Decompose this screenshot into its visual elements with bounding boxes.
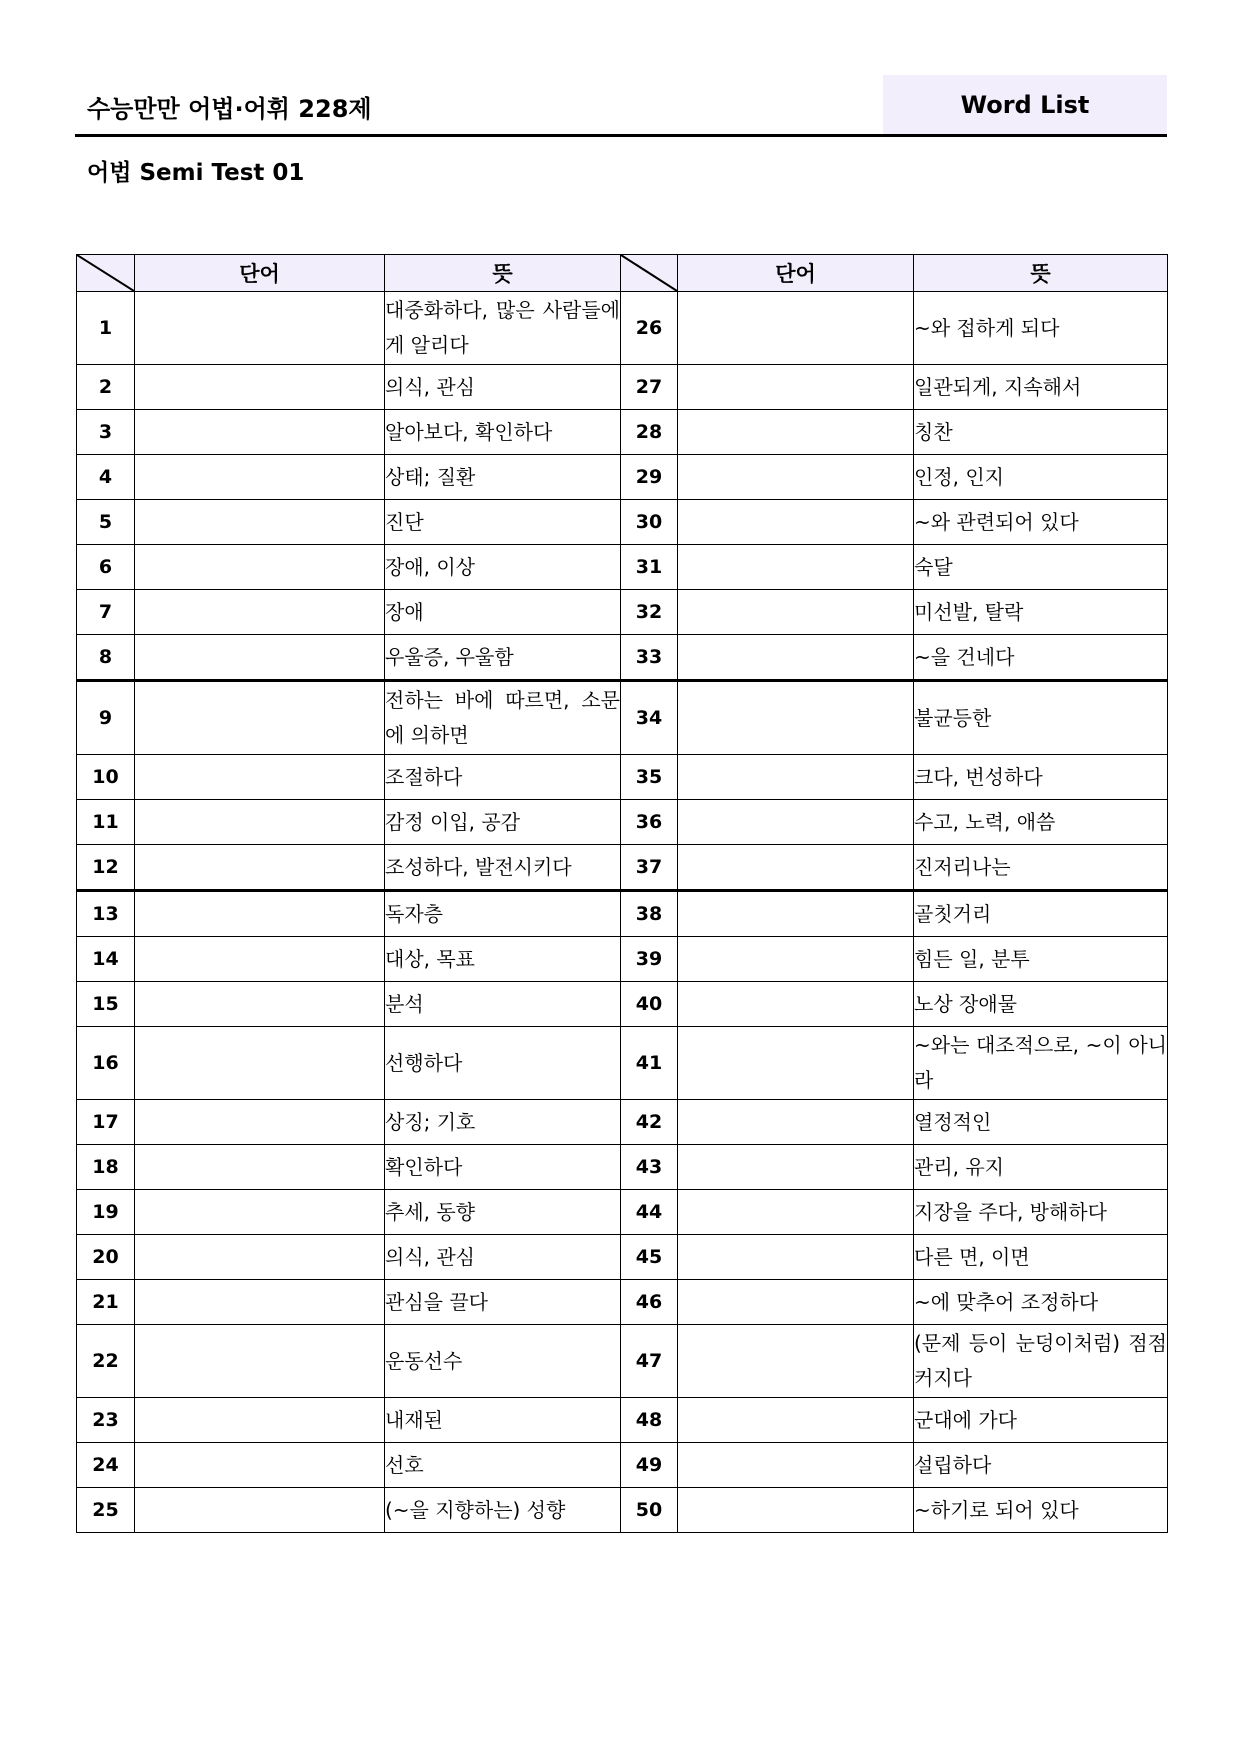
meaning-cell: 다른 면, 이면	[914, 1235, 1168, 1280]
table-row	[77, 1235, 1168, 1280]
meaning-cell: 추세, 동향	[385, 1190, 621, 1235]
word-answer-cell[interactable]	[678, 845, 914, 891]
word-answer-cell[interactable]	[678, 635, 914, 681]
item-number: 15	[77, 982, 135, 1027]
meaning-cell: ~와 접하게 되다	[914, 292, 1168, 365]
word-answer-cell[interactable]	[135, 1190, 385, 1235]
meaning-cell: 칭찬	[914, 410, 1168, 455]
meaning-cell: 관리, 유지	[914, 1145, 1168, 1190]
table-row	[77, 1443, 1168, 1488]
meaning-cell: (~을 지향하는) 성향	[385, 1488, 621, 1533]
word-answer-cell[interactable]	[678, 1398, 914, 1443]
item-number: 2	[77, 365, 135, 410]
word-answer-cell[interactable]	[135, 1027, 385, 1100]
word-answer-cell[interactable]	[135, 410, 385, 455]
item-number: 32	[621, 590, 678, 635]
item-number: 10	[77, 755, 135, 800]
meaning-cell: 선행하다	[385, 1027, 621, 1100]
item-number: 38	[621, 891, 678, 937]
meaning-cell: ~에 맞추어 조정하다	[914, 1280, 1168, 1325]
word-answer-cell[interactable]	[135, 1443, 385, 1488]
item-number: 42	[621, 1100, 678, 1145]
meaning-cell: 내재된	[385, 1398, 621, 1443]
meaning-cell: ~을 건네다	[914, 635, 1168, 681]
item-number: 6	[77, 545, 135, 590]
item-number: 39	[621, 937, 678, 982]
item-number: 36	[621, 800, 678, 845]
meaning-cell: 인정, 인지	[914, 455, 1168, 500]
meaning-cell: 의식, 관심	[385, 365, 621, 410]
meaning-column-header-right: 뜻	[914, 255, 1168, 292]
item-number: 22	[77, 1325, 135, 1398]
meaning-cell: 일관되게, 지속해서	[914, 365, 1168, 410]
diagonal-line-icon	[621, 255, 677, 291]
word-answer-cell[interactable]	[135, 590, 385, 635]
word-answer-cell[interactable]	[135, 1235, 385, 1280]
word-answer-cell[interactable]	[135, 1398, 385, 1443]
word-answer-cell[interactable]	[678, 681, 914, 755]
item-number: 29	[621, 455, 678, 500]
meaning-cell: 우울증, 우울함	[385, 635, 621, 681]
item-number: 24	[77, 1443, 135, 1488]
word-answer-cell[interactable]	[678, 1235, 914, 1280]
word-answer-cell[interactable]	[678, 1100, 914, 1145]
item-number: 1	[77, 292, 135, 365]
item-number: 48	[621, 1398, 678, 1443]
word-answer-cell[interactable]	[678, 365, 914, 410]
item-number: 7	[77, 590, 135, 635]
header-divider	[75, 134, 1167, 137]
meaning-cell: (문제 등이 눈덩이처럼) 점점 커지다	[914, 1325, 1168, 1398]
item-number: 8	[77, 635, 135, 681]
word-answer-cell[interactable]	[135, 845, 385, 891]
meaning-cell: 전하는 바에 따르면, 소문에 의하면	[385, 681, 621, 755]
word-answer-cell[interactable]	[678, 891, 914, 937]
meaning-cell: 지장을 주다, 방해하다	[914, 1190, 1168, 1235]
table-row	[77, 410, 1168, 455]
table-row	[77, 500, 1168, 545]
table-row	[77, 365, 1168, 410]
word-answer-cell[interactable]	[135, 982, 385, 1027]
word-answer-cell[interactable]	[678, 1190, 914, 1235]
meaning-cell: 진저리나는	[914, 845, 1168, 891]
word-column-header-left: 단어	[135, 255, 385, 292]
word-answer-cell[interactable]	[678, 1443, 914, 1488]
item-number: 12	[77, 845, 135, 891]
book-title: 수능만만 어법·어휘 228제	[87, 95, 372, 123]
word-answer-cell[interactable]	[135, 500, 385, 545]
meaning-cell: 독자층	[385, 891, 621, 937]
meaning-cell: 크다, 번성하다	[914, 755, 1168, 800]
meaning-cell: 확인하다	[385, 1145, 621, 1190]
item-number: 34	[621, 681, 678, 755]
item-number: 16	[77, 1027, 135, 1100]
meaning-cell: 감정 이입, 공감	[385, 800, 621, 845]
item-number: 21	[77, 1280, 135, 1325]
table-row	[77, 1190, 1168, 1235]
item-number: 30	[621, 500, 678, 545]
item-number: 37	[621, 845, 678, 891]
item-number: 44	[621, 1190, 678, 1235]
item-number: 28	[621, 410, 678, 455]
item-number: 40	[621, 982, 678, 1027]
word-answer-cell[interactable]	[678, 410, 914, 455]
table-row	[77, 292, 1168, 365]
item-number: 23	[77, 1398, 135, 1443]
test-title: 어법 Semi Test 01	[87, 160, 305, 186]
table-row	[77, 455, 1168, 500]
word-answer-cell[interactable]	[135, 1280, 385, 1325]
table-row	[77, 1100, 1168, 1145]
diagonal-line-icon	[77, 255, 134, 291]
item-number: 4	[77, 455, 135, 500]
word-answer-cell[interactable]	[135, 755, 385, 800]
table-row	[77, 1027, 1168, 1100]
word-answer-cell[interactable]	[678, 800, 914, 845]
meaning-cell: 선호	[385, 1443, 621, 1488]
meaning-cell: 알아보다, 확인하다	[385, 410, 621, 455]
meaning-cell: 수고, 노력, 애씀	[914, 800, 1168, 845]
meaning-cell: 분석	[385, 982, 621, 1027]
meaning-cell: 조성하다, 발전시키다	[385, 845, 621, 891]
word-answer-cell[interactable]	[678, 755, 914, 800]
word-answer-cell[interactable]	[678, 292, 914, 365]
word-answer-cell[interactable]	[135, 292, 385, 365]
table-row	[77, 545, 1168, 590]
table-row	[77, 590, 1168, 635]
word-answer-cell[interactable]	[135, 937, 385, 982]
meaning-cell: 골칫거리	[914, 891, 1168, 937]
table-row	[77, 1325, 1168, 1398]
word-answer-cell[interactable]	[135, 545, 385, 590]
table-row	[77, 937, 1168, 982]
word-answer-cell[interactable]	[678, 1280, 914, 1325]
word-answer-cell[interactable]	[678, 500, 914, 545]
meaning-cell: 대중화하다, 많은 사람들에게 알리다	[385, 292, 621, 365]
meaning-cell: ~와는 대조적으로, ~이 아니라	[914, 1027, 1168, 1100]
item-number: 13	[77, 891, 135, 937]
meaning-cell: 관심을 끌다	[385, 1280, 621, 1325]
meaning-cell: 군대에 가다	[914, 1398, 1168, 1443]
word-answer-cell[interactable]	[135, 1488, 385, 1533]
word-answer-cell[interactable]	[135, 455, 385, 500]
table-row	[77, 755, 1168, 800]
meaning-cell: 노상 장애물	[914, 982, 1168, 1027]
meaning-cell: 상태; 질환	[385, 455, 621, 500]
word-answer-cell[interactable]	[135, 635, 385, 681]
meaning-cell: 대상, 목표	[385, 937, 621, 982]
word-answer-cell[interactable]	[678, 590, 914, 635]
item-number: 31	[621, 545, 678, 590]
item-number: 3	[77, 410, 135, 455]
meaning-cell: 숙달	[914, 545, 1168, 590]
meaning-cell: 운동선수	[385, 1325, 621, 1398]
item-number: 46	[621, 1280, 678, 1325]
meaning-column-header-left: 뜻	[385, 255, 621, 292]
word-answer-cell[interactable]	[678, 937, 914, 982]
word-answer-cell[interactable]	[135, 800, 385, 845]
item-number: 17	[77, 1100, 135, 1145]
item-number: 27	[621, 365, 678, 410]
word-answer-cell[interactable]	[678, 545, 914, 590]
table-row	[77, 1145, 1168, 1190]
table-row	[77, 681, 1168, 755]
word-answer-cell[interactable]	[678, 1488, 914, 1533]
item-number: 50	[621, 1488, 678, 1533]
item-number: 45	[621, 1235, 678, 1280]
meaning-cell: 장애, 이상	[385, 545, 621, 590]
meaning-cell: 설립하다	[914, 1443, 1168, 1488]
number-column-header-right	[621, 255, 678, 292]
word-answer-cell[interactable]	[135, 681, 385, 755]
word-answer-cell[interactable]	[678, 1145, 914, 1190]
word-list-table	[76, 254, 1168, 1533]
table-row	[77, 1280, 1168, 1325]
word-answer-cell[interactable]	[135, 365, 385, 410]
word-answer-cell[interactable]	[678, 1325, 914, 1398]
meaning-cell: 상징; 기호	[385, 1100, 621, 1145]
word-list-badge: Word List	[883, 75, 1167, 134]
meaning-cell: 불균등한	[914, 681, 1168, 755]
word-answer-cell[interactable]	[135, 1325, 385, 1398]
word-answer-cell[interactable]	[135, 891, 385, 937]
item-number: 19	[77, 1190, 135, 1235]
item-number: 49	[621, 1443, 678, 1488]
page-header	[75, 75, 1167, 136]
word-answer-cell[interactable]	[135, 1145, 385, 1190]
number-column-header-left	[77, 255, 135, 292]
table-row	[77, 1488, 1168, 1533]
table-row	[77, 891, 1168, 937]
meaning-cell: 조절하다	[385, 755, 621, 800]
meaning-cell: 진단	[385, 500, 621, 545]
meaning-cell: ~하기로 되어 있다	[914, 1488, 1168, 1533]
item-number: 25	[77, 1488, 135, 1533]
meaning-cell: 힘든 일, 분투	[914, 937, 1168, 982]
word-answer-cell[interactable]	[678, 1027, 914, 1100]
meaning-cell: 의식, 관심	[385, 1235, 621, 1280]
word-answer-cell[interactable]	[678, 982, 914, 1027]
table-row	[77, 635, 1168, 681]
meaning-cell: 장애	[385, 590, 621, 635]
item-number: 33	[621, 635, 678, 681]
word-answer-cell[interactable]	[678, 455, 914, 500]
meaning-cell: ~와 관련되어 있다	[914, 500, 1168, 545]
meaning-cell: 열정적인	[914, 1100, 1168, 1145]
item-number: 20	[77, 1235, 135, 1280]
table-row	[77, 982, 1168, 1027]
table-row	[77, 800, 1168, 845]
table-row	[77, 1398, 1168, 1443]
item-number: 11	[77, 800, 135, 845]
table-header-row	[77, 255, 1168, 292]
item-number: 47	[621, 1325, 678, 1398]
word-answer-cell[interactable]	[135, 1100, 385, 1145]
item-number: 35	[621, 755, 678, 800]
table-row	[77, 845, 1168, 891]
item-number: 26	[621, 292, 678, 365]
item-number: 41	[621, 1027, 678, 1100]
item-number: 43	[621, 1145, 678, 1190]
item-number: 18	[77, 1145, 135, 1190]
word-column-header-right: 단어	[678, 255, 914, 292]
item-number: 14	[77, 937, 135, 982]
item-number: 9	[77, 681, 135, 755]
meaning-cell: 미선발, 탈락	[914, 590, 1168, 635]
item-number: 5	[77, 500, 135, 545]
